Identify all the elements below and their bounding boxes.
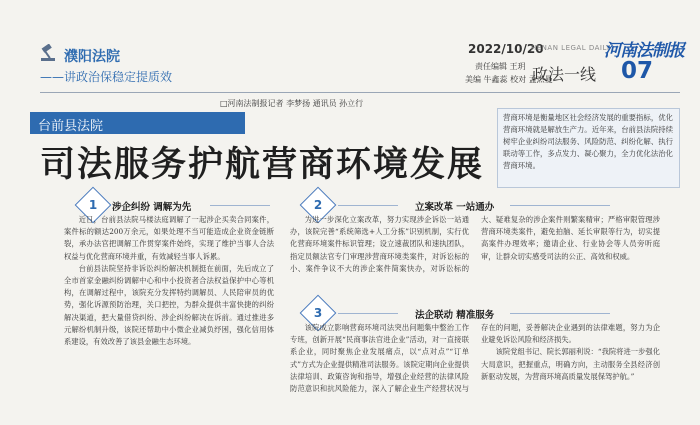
part-divider bbox=[338, 313, 398, 314]
part-number-badge: 2 bbox=[300, 187, 337, 224]
part-divider bbox=[510, 205, 610, 206]
article-subhead: 台前县法院 bbox=[30, 112, 245, 134]
part-divider bbox=[510, 313, 610, 314]
part-body bbox=[64, 214, 274, 348]
header-divider bbox=[40, 92, 680, 93]
brand-subtitle: ——讲政治保稳定提质效 bbox=[40, 70, 173, 84]
paragraph: 该院党组书记、院长郭丽利说：“我院将进一步强化大局意识，把握重点，明确方向，主动服务全县经济创新驱动发展，为营商环境高质量发展保驾护航。” bbox=[481, 347, 660, 381]
part-body bbox=[290, 214, 660, 294]
part-title: 涉企纠纷 调解为先 bbox=[112, 202, 192, 213]
paragraph: 为进一步深化立案改革，努力实现涉企诉讼一站通办，该院完善“系统筛选+人工分拣”识别机制，实行优化营商环境案件标识管理；设立速裁团队和速执团队，指定员额法官专门审理涉营商环境类案件，对诉讼标的小、案件争议不大的涉企案件简案快办，对诉讼标的大、疑难复杂的涉企案件则繁案精审；严格审限管理涉营商环境类案件，避免拍脑、延长审限等行为，切实提高案件办理效率；邀请企业、行业协会等人员旁听庭审，让群众切实感受司法的公正、高效和权威。 bbox=[290, 215, 660, 273]
part-title: 法企联动 精准服务 bbox=[415, 310, 495, 321]
part-number-badge: 1 bbox=[75, 187, 112, 224]
paragraph: 该院成立影响营商环境司法突出问题集中整治工作专班，创新开展“民商事法官进企业”活动，对一直接联系企业，同时聚焦企业发展痛点，以“点对点”“订单式”方式为企业提供精准司法服务。该院定期向企业提供法律培训、政策咨询和指导，增强企业经营的法律风险防范意识和抗风险能力，深入了解企业生产经营状况与存在的问题，妥善解决企业遇到的法律难题，努力为企业避免诉讼风险和经济损失。 bbox=[290, 323, 660, 394]
paragraph: 近日，台前县法院马楼法庭调解了一起涉企买卖合同案件，案件标的额达200万余元，如果处理不当可能造成企业资金链断裂，承办法官把调解工作贯穿案件始终，实现了维护当事人合法权益与优化营商环境并重，有效减轻当事人诉累。 bbox=[64, 215, 274, 261]
gavel-logo-icon bbox=[40, 44, 60, 62]
part-divider bbox=[338, 205, 398, 206]
article-byline: □河南法制报记者 李梦扬 通讯员 孙立行 bbox=[220, 99, 364, 108]
part-divider bbox=[210, 205, 270, 206]
masthead-logo: 河南法制报 bbox=[604, 41, 684, 61]
design-proof-credit: 美编 牛鑫蕊 校对 孟杰曼 bbox=[465, 75, 553, 84]
paragraph: 台前县法院坚持非诉讼纠纷解决机制挺在前面，先后成立了全市首家金融纠纷调解中心和中小投资者合法权益保护中心等机构，在调解过程中，该院充分发挥特约调解员、人民陪审员的优势，强化诉源预防治理，关口把控，为群众提供丰富快捷的纠纷解决渠道，把大量借贷纠纷、涉企纠纷解决在诉前。通过推进多元解纷机制升级，该院还帮助中小微企业减负纾困，强化信用体系建设，有效改善了该县金融生态环境。 bbox=[64, 263, 274, 347]
brand-title: 濮阳法院 bbox=[64, 49, 120, 65]
section-name: 政法一线 bbox=[532, 65, 597, 84]
editor-credit: 责任编辑 王玥 bbox=[475, 62, 526, 71]
part-number-badge: 3 bbox=[300, 295, 337, 332]
article-intro-box: 营商环境是衡量地区社会经济发展的重要指标，优化营商环境就是解放生产力。近年来，台前县法院持续树牢企业纠纷司法服务、风险防范、纠纷化解、执行联动等工作，多点发力、凝心聚力，全力优化法治化营商环境。 bbox=[497, 108, 680, 188]
part-title: 立案改革 一站通办 bbox=[415, 202, 495, 213]
part-body bbox=[290, 322, 660, 422]
issue-date: 2022/10/20 bbox=[468, 42, 544, 56]
page-number: 07 bbox=[621, 58, 654, 84]
paper-english-name: HENAN LEGAL DAILY bbox=[531, 44, 611, 52]
article-headline: 司法服务护航营商环境发展 bbox=[40, 144, 485, 185]
